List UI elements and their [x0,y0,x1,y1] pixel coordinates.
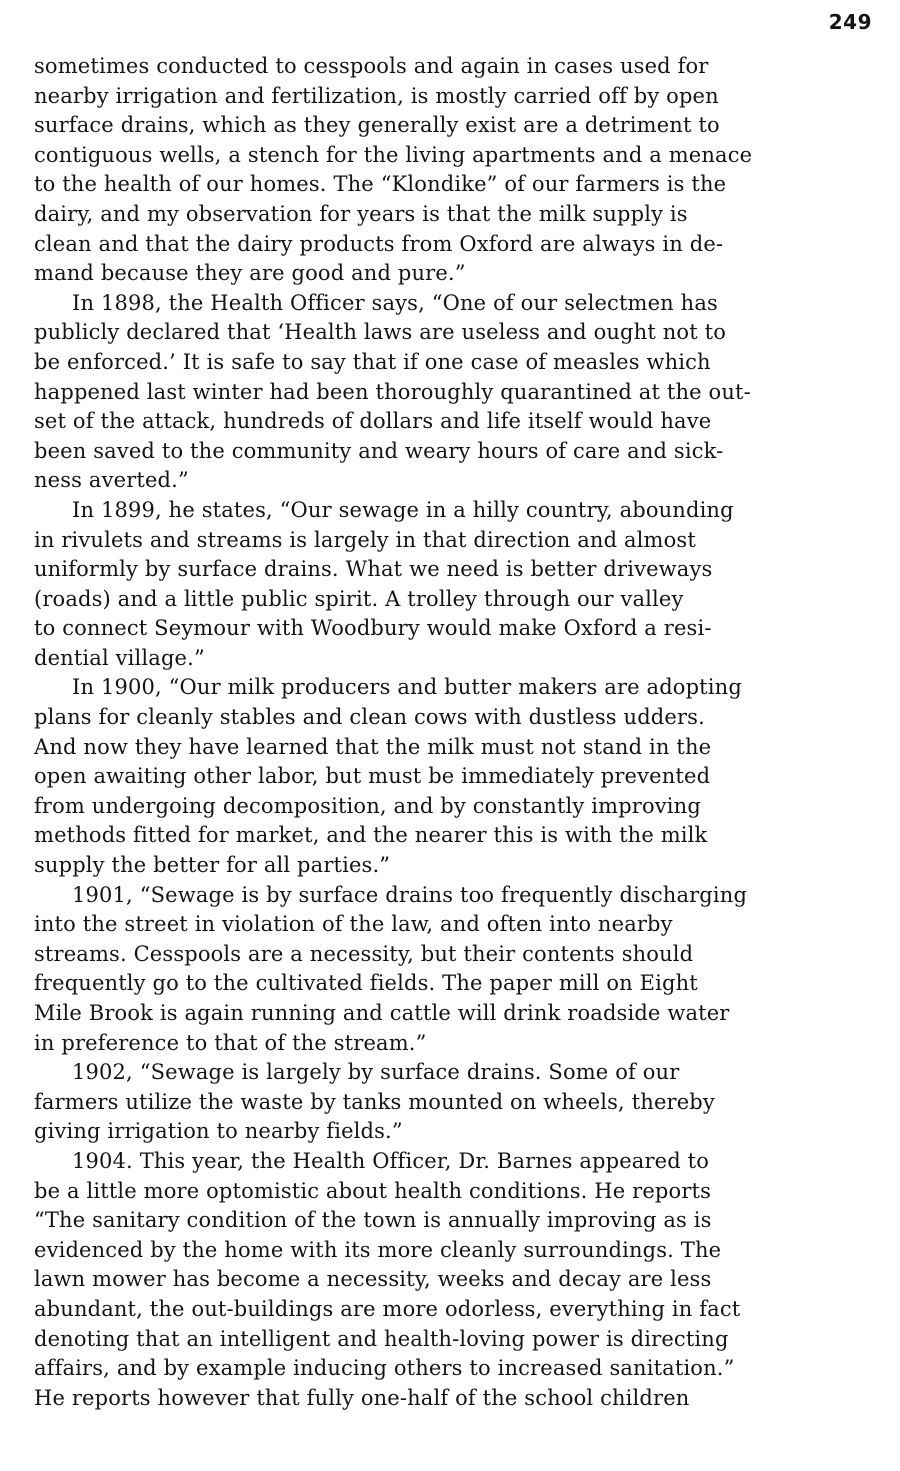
text-line: dential village.” [34,645,205,670]
text-line: publicly declared that ‘Health laws are useless and ought not to [34,320,727,345]
text-line: And now they have learned that the milk must not stand in the [34,734,712,759]
text-line: ness averted.” [34,468,189,493]
text-line: surface drains, which as they generally exist are a detriment to [34,113,720,138]
text-line: from undergoing decomposition, and by constantly improving [34,793,701,818]
text-line: evidenced by the home with its more cleanly surroundings. The [34,1237,722,1262]
text-line: In 1899, he states, “Our sewage in a hilly country, abounding [72,497,734,522]
text-line: be a little more optomistic about health conditions. He reports [34,1178,712,1203]
text-line: clean and that the dairy products from Oxford are always in de- [34,231,724,256]
text-line: In 1898, the Health Officer says, “One of our selectmen has [72,290,718,315]
text-line: lawn mower has become a necessity, weeks and decay are less [34,1267,712,1292]
text-line: supply the better for all parties.” [34,853,391,878]
text-line: streams. Cesspools are a necessity, but their contents should [34,941,694,966]
text-line: mand because they are good and pure.” [34,261,466,286]
text-line: be enforced.’ It is safe to say that if one case of measles which [34,349,711,374]
text-line: to connect Seymour with Woodbury would make Oxford a resi- [34,616,712,641]
text-line: sometimes conducted to cesspools and again in cases used for [34,54,709,78]
text-line: dairy, and my observation for years is that the milk supply is [34,201,688,226]
text-line: denoting that an intelligent and health-loving power is directing [34,1326,729,1351]
text-line: In 1900, “Our milk producers and butter makers are adopting [72,675,742,700]
text-line: nearby irrigation and fertilization, is mostly carried off by open [34,83,719,108]
text-line: giving irrigation to nearby fields.” [34,1119,403,1144]
text-line: contiguous wells, a stench for the living apartments and a menace [34,142,753,167]
text-line: “The sanitary condition of the town is annually improving as is [34,1208,712,1233]
body-text [34,52,864,1413]
text-line: in preference to that of the stream.” [34,1030,427,1055]
text-line: 1902, “Sewage is largely by surface drains. Some of our [72,1060,680,1085]
text-line: abundant, the out-buildings are more odorless, everything in fact [34,1296,741,1321]
text-line: Mile Brook is again running and cattle will drink roadside water [34,1001,730,1025]
text-line: set of the attack, hundreds of dollars and life itself would have [34,409,712,434]
text-line: frequently go to the cultivated fields. The paper mill on Eight [34,971,698,996]
text-line: farmers utilize the waste by tanks mounted on wheels, thereby [34,1089,715,1114]
text-line: in rivulets and streams is largely in that direction and almost [34,527,696,552]
text-line: 1904. This year, the Health Officer, Dr. Barnes appeared to [72,1148,710,1173]
text-line: happened last winter had been thoroughly quarantined at the out- [34,379,751,404]
text-line: plans for cleanly stables and clean cows with dustless udders. [34,705,705,730]
text-line: (roads) and a little public spirit. A trolley through our valley [34,586,684,611]
text-line: 1901, “Sewage is by surface drains too frequently discharging [72,882,748,907]
text-line: He reports however that fully one-half of the school children [34,1385,690,1410]
text-line: methods fitted for market, and the nearer this is with the milk [34,823,708,848]
text-line: into the street in violation of the law, and often into nearby [34,912,673,937]
text-line: been saved to the community and weary hours of care and sick- [34,438,724,463]
text-line: to the health of our homes. The “Klondike” of our farmers is the [34,172,727,197]
text-line: uniformly by surface drains. What we need is better driveways [34,557,713,582]
text-line: open awaiting other labor, but must be immediately prevented [34,764,711,789]
page-number: 249 [828,10,872,34]
text-line: affairs, and by example inducing others to increased sanitation.” [34,1356,735,1381]
